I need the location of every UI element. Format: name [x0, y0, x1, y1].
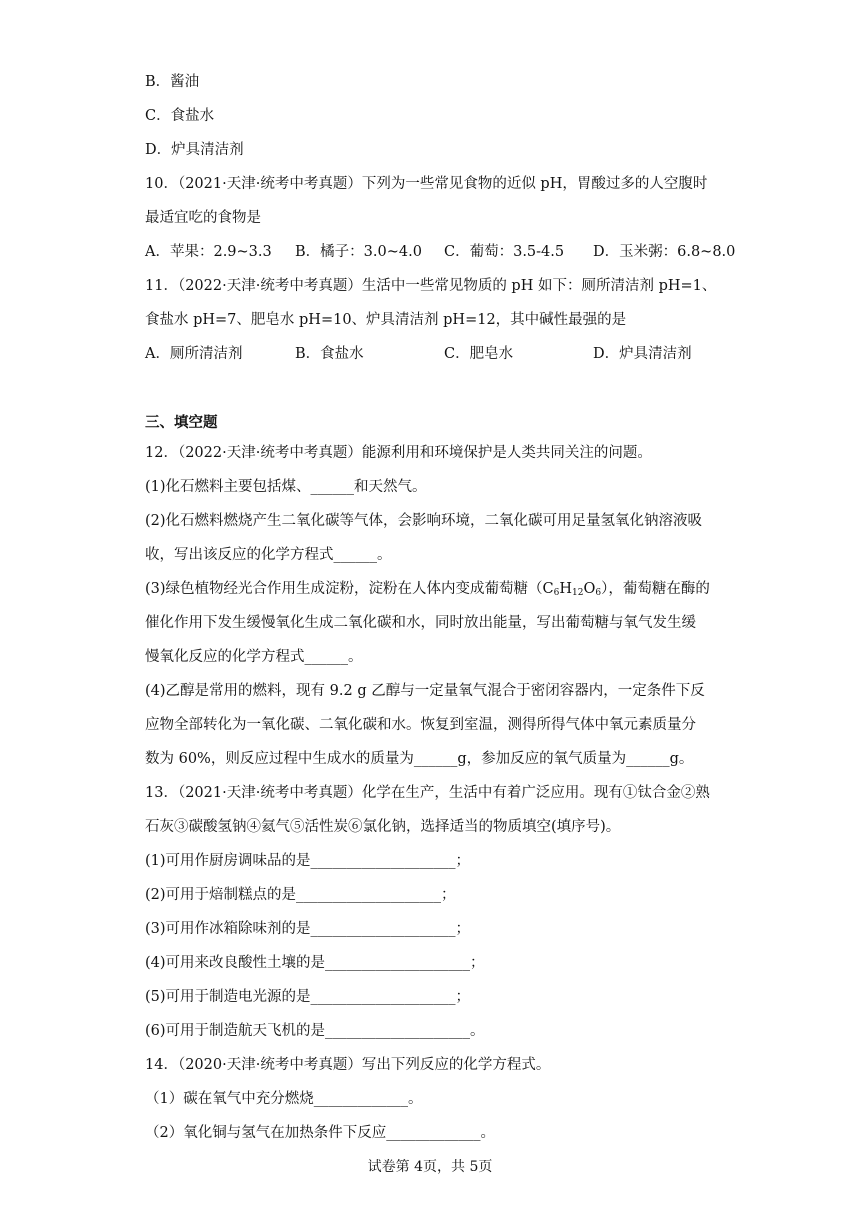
q11-option-b: B．食盐水	[295, 346, 364, 362]
q12-part3-line2: 催化作用下发生缓慢氧化生成二氧化碳和水，同时放出能量，写出葡萄糖与氧气发生缓	[145, 615, 696, 631]
q14-stem: 14．（2020·天津·统考中考真题）写出下列反应的化学方程式。	[145, 1057, 551, 1073]
q12-stem: 12．（2022·天津·统考中考真题）能源利用和环境保护是人类共同关注的问题。	[145, 445, 652, 461]
q14-item-2: （2）氧化铜与氢气在加热条件下反应_____________。	[145, 1125, 495, 1141]
q14-item-1: （1）碳在氧气中充分燃烧_____________。	[145, 1091, 423, 1107]
q13-item-6: (6)可用于制造航天飞机的是____________________。	[145, 1023, 485, 1039]
q10-option-d: D．玉米粥：6.8~8.0	[593, 244, 736, 260]
q9-option-b: B．酱油	[145, 74, 200, 90]
q13-stem-line2: 石灰③碳酸氢钠④氦气⑤活性炭⑥氯化钠，选择适当的物质填空(填序号)。	[145, 819, 621, 835]
q13-item-1: (1)可用作厨房调味品的是____________________；	[145, 853, 471, 869]
q10-option-b: B．橘子：3.0~4.0	[295, 244, 422, 260]
q10-option-a: A．苹果：2.9~3.3	[145, 244, 272, 260]
q13-item-4: (4)可用来改良酸性土壤的是____________________；	[145, 955, 485, 971]
q12-part2-line2: 收，写出该反应的化学方程式______。	[145, 547, 392, 563]
q10-option-c: C．葡萄：3.5-4.5	[444, 244, 565, 260]
q12-part4-line3: 数为 60%，则反应过程中生成水的质量为______g，参加反应的氧气质量为______g。	[145, 751, 694, 767]
section-heading-fill-blank: 三、填空题	[145, 415, 218, 431]
q9-option-d: D．炉具清洁剂	[145, 142, 244, 158]
q11-stem-line2: 食盐水 pH=7、肥皂水 pH=10、炉具清洁剂 pH=12，其中碱性最强的是	[145, 312, 627, 328]
q12-part3-line3: 慢氧化反应的化学方程式______。	[145, 649, 363, 665]
q10-stem-line1: 10．（2021·天津·统考中考真题）下列为一些常见食物的近似 pH，胃酸过多的人空腹时	[145, 176, 708, 192]
q12-part2-line1: (2)化石燃料燃烧产生二氧化碳等气体，会影响环境，二氧化碳可用足量氢氧化钠溶液吸	[145, 513, 703, 529]
page-footer: 试卷第 4页，共 5页	[367, 1159, 493, 1175]
q10-stem-line2: 最适宜吃的食物是	[145, 210, 261, 226]
q12-part3-line1: (3)绿色植物经光合作用生成淀粉，淀粉在人体内变成葡萄糖$(C_6H_{12}O_6)$，葡萄糖在酶的	[145, 581, 710, 598]
q13-stem-line1: 13．（2021·天津·统考中考真题）化学在生产，生活中有着广泛应用。现有①钛合金②熟	[145, 785, 710, 801]
q11-stem-line1: 11．（2022·天津·统考中考真题）生活中一些常见物质的 pH 如下：厕所清洁剂 pH=1、	[145, 278, 717, 294]
q12-part1: (1)化石燃料主要包括煤、______和天然气。	[145, 479, 427, 495]
q13-item-2: (2)可用于焙制糕点的是____________________；	[145, 887, 456, 903]
q12-part4-line2: 应物全部转化为一氧化碳、二氧化碳和水。恢复到室温，测得所得气体中氧元素质量分	[145, 717, 696, 733]
q9-option-c: C．食盐水	[145, 108, 215, 124]
q11-option-c: C．肥皂水	[444, 346, 514, 362]
q13-item-5: (5)可用于制造电光源的是____________________；	[145, 989, 471, 1005]
q13-item-3: (3)可用作冰箱除味剂的是____________________；	[145, 921, 471, 937]
q11-option-d: D．炉具清洁剂	[593, 346, 692, 362]
q11-option-a: A．厕所清洁剂	[145, 346, 243, 362]
q12-part4-line1: (4)乙醇是常用的燃料，现有 9.2 g 乙醇与一定量氧气混合于密闭容器内，一定条件下反	[145, 683, 705, 699]
